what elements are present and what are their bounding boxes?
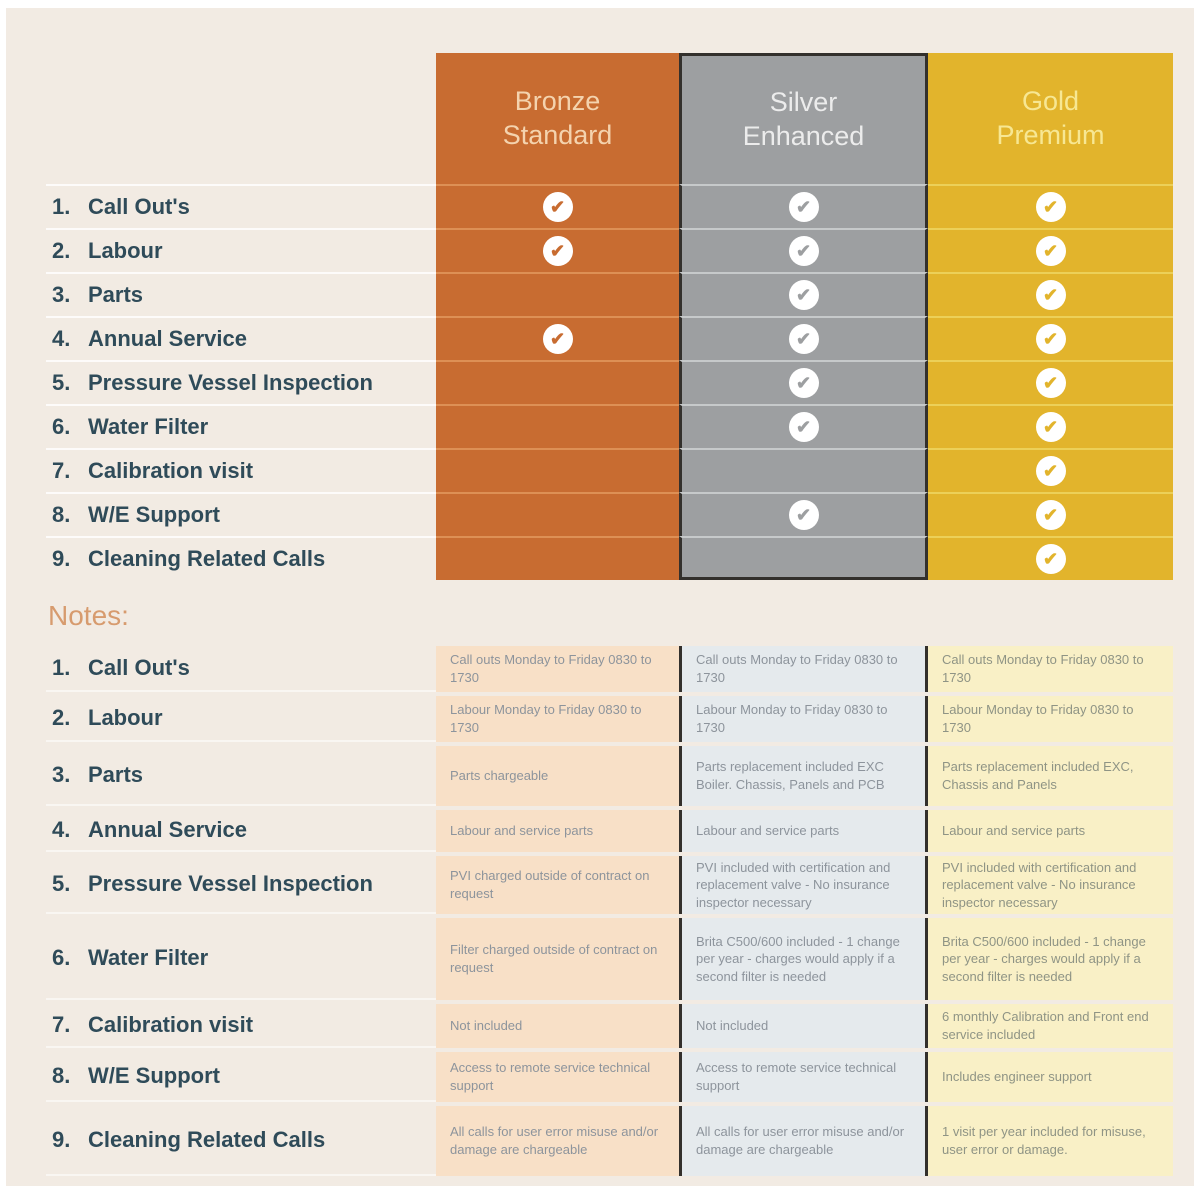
- plan-header-silver: [679, 53, 928, 184]
- feature-text: Annual Service: [88, 326, 247, 351]
- cell-silver-annual-service: [679, 316, 928, 360]
- note-label-pvi: [46, 856, 436, 914]
- plan-header-bronze: [436, 53, 679, 184]
- feature-text: Labour: [88, 705, 163, 730]
- note-gold-annual-service: Labour and service parts: [928, 810, 1173, 852]
- feature-number: 7.: [52, 458, 71, 483]
- feature-number: 1.: [52, 655, 71, 680]
- note-silver-annual-service: Labour and service parts: [679, 810, 928, 852]
- note-label-calibration: [46, 1004, 436, 1048]
- cell-silver-cleaning-calls: [679, 536, 928, 580]
- feature-text: Parts: [88, 282, 144, 307]
- check-icon: ✔: [543, 324, 573, 354]
- feature-number: 5.: [52, 871, 71, 896]
- feature-text: Call Out's: [88, 194, 190, 219]
- feature-text: Calibration visit: [88, 458, 254, 483]
- cell-silver-parts: [679, 272, 928, 316]
- cell-silver-pvi: [679, 360, 928, 404]
- note-gold-calibration: 6 monthly Calibration and Front end service included: [928, 1004, 1173, 1048]
- check-icon: ✔: [1036, 324, 1066, 354]
- note-silver-we-support: Access to remote service technical support: [679, 1052, 928, 1102]
- note-bronze-labour: Labour Monday to Friday 0830 to 1730: [436, 696, 679, 742]
- feature-text: Water Filter: [88, 414, 209, 439]
- check-icon: ✔: [789, 324, 819, 354]
- check-icon: ✔: [1036, 500, 1066, 530]
- feature-label-water-filter: [46, 404, 436, 448]
- note-silver-parts: Parts replacement included EXC Boiler. Chassis, Panels and PCB: [679, 746, 928, 806]
- cell-bronze-annual-service: [436, 316, 679, 360]
- feature-label-labour: [46, 228, 436, 272]
- feature-number: 5.: [52, 370, 71, 395]
- cell-bronze-cleaning-calls: [436, 536, 679, 580]
- header-spacer: [46, 53, 436, 184]
- note-label-call-outs: [46, 646, 436, 692]
- check-icon: ✔: [789, 236, 819, 266]
- feature-number: 6.: [52, 945, 71, 970]
- note-silver-pvi: PVI included with certification and replacement valve - No insurance inspector necessary: [679, 856, 928, 914]
- cell-gold-calibration: [928, 448, 1173, 492]
- note-bronze-call-outs: Call outs Monday to Friday 0830 to 1730: [436, 646, 679, 692]
- feature-number: 6.: [52, 414, 71, 439]
- feature-label-call-outs: [46, 184, 436, 228]
- plan-name-silver: Silver Enhanced: [742, 87, 865, 151]
- comparison-table: [46, 53, 1173, 580]
- cell-gold-pvi: [928, 360, 1173, 404]
- feature-number: 9.: [52, 1127, 71, 1152]
- check-icon: ✔: [1036, 280, 1066, 310]
- cell-silver-water-filter: [679, 404, 928, 448]
- notes-title: Notes:: [48, 600, 129, 631]
- cell-gold-parts: [928, 272, 1173, 316]
- note-label-cleaning-calls: [46, 1106, 436, 1176]
- feature-text: Annual Service: [88, 817, 247, 842]
- check-icon: ✔: [1036, 192, 1066, 222]
- note-gold-labour: Labour Monday to Friday 0830 to 1730: [928, 696, 1173, 742]
- note-label-parts: [46, 746, 436, 806]
- feature-text: Water Filter: [88, 945, 209, 970]
- check-icon: ✔: [543, 236, 573, 266]
- cell-gold-we-support: [928, 492, 1173, 536]
- note-gold-we-support: Includes engineer support: [928, 1052, 1173, 1102]
- note-bronze-we-support: Access to remote service technical support: [436, 1052, 679, 1102]
- feature-text: Parts: [88, 762, 144, 787]
- notes-table: [46, 646, 1173, 1176]
- check-icon: ✔: [789, 192, 819, 222]
- check-icon: ✔: [789, 412, 819, 442]
- note-gold-parts: Parts replacement included EXC, Chassis and Panels: [928, 746, 1173, 806]
- feature-number: 2.: [52, 705, 71, 730]
- feature-label-parts: [46, 272, 436, 316]
- feature-number: 4.: [52, 326, 71, 351]
- note-bronze-pvi: PVI charged outside of contract on request: [436, 856, 679, 914]
- check-icon: ✔: [789, 500, 819, 530]
- feature-text: Labour: [88, 238, 163, 263]
- note-silver-calibration: Not included: [679, 1004, 928, 1048]
- cell-bronze-pvi: [436, 360, 679, 404]
- note-silver-cleaning-calls: All calls for user error misuse and/or damage are chargeable: [679, 1106, 928, 1176]
- cell-silver-call-outs: [679, 184, 928, 228]
- feature-text: Cleaning Related Calls: [88, 1127, 326, 1152]
- note-label-labour: [46, 696, 436, 742]
- check-icon: ✔: [1036, 236, 1066, 266]
- note-label-annual-service: [46, 810, 436, 852]
- cell-silver-we-support: [679, 492, 928, 536]
- check-icon: ✔: [1036, 368, 1066, 398]
- feature-text: W/E Support: [88, 502, 220, 527]
- note-bronze-calibration: Not included: [436, 1004, 679, 1048]
- check-icon: ✔: [1036, 456, 1066, 486]
- cell-bronze-water-filter: [436, 404, 679, 448]
- plan-name-gold: Gold Premium: [996, 85, 1105, 150]
- feature-text: Call Out's: [88, 655, 190, 680]
- feature-label-pvi: [46, 360, 436, 404]
- cell-gold-annual-service: [928, 316, 1173, 360]
- note-bronze-annual-service: Labour and service parts: [436, 810, 679, 852]
- cell-bronze-parts: [436, 272, 679, 316]
- note-gold-pvi: PVI included with certification and replacement valve - No insurance inspector necessary: [928, 856, 1173, 914]
- cell-bronze-calibration: [436, 448, 679, 492]
- note-bronze-parts: Parts chargeable: [436, 746, 679, 806]
- feature-number: 3.: [52, 282, 71, 307]
- plan-name-bronze: Bronze Standard: [502, 85, 613, 150]
- feature-number: 9.: [52, 546, 71, 571]
- feature-text: Calibration visit: [88, 1012, 254, 1037]
- cell-bronze-we-support: [436, 492, 679, 536]
- feature-number: 1.: [52, 194, 71, 219]
- note-label-we-support: [46, 1052, 436, 1102]
- note-bronze-water-filter: Filter charged outside of contract on request: [436, 918, 679, 1000]
- note-bronze-cleaning-calls: All calls for user error misuse and/or damage are chargeable: [436, 1106, 679, 1176]
- cell-bronze-labour: [436, 228, 679, 272]
- feature-number: 3.: [52, 762, 71, 787]
- check-icon: ✔: [789, 368, 819, 398]
- cell-silver-labour: [679, 228, 928, 272]
- feature-number: 7.: [52, 1012, 71, 1037]
- note-gold-cleaning-calls: 1 visit per year included for misuse, user error or damage.: [928, 1106, 1173, 1176]
- cell-silver-calibration: [679, 448, 928, 492]
- note-gold-call-outs: Call outs Monday to Friday 0830 to 1730: [928, 646, 1173, 692]
- cell-gold-call-outs: [928, 184, 1173, 228]
- feature-text: W/E Support: [88, 1063, 220, 1088]
- check-icon: ✔: [1036, 412, 1066, 442]
- note-label-water-filter: [46, 918, 436, 1000]
- feature-label-cleaning-calls: [46, 536, 436, 580]
- page-background: [6, 8, 1194, 1186]
- cell-gold-water-filter: [928, 404, 1173, 448]
- feature-text: Cleaning Related Calls: [88, 546, 326, 571]
- feature-number: 2.: [52, 238, 71, 263]
- cell-bronze-call-outs: [436, 184, 679, 228]
- note-silver-labour: Labour Monday to Friday 0830 to 1730: [679, 696, 928, 742]
- cell-gold-cleaning-calls: [928, 536, 1173, 580]
- feature-label-calibration: [46, 448, 436, 492]
- feature-text: Pressure Vessel Inspection: [88, 370, 373, 395]
- feature-number: 8.: [52, 502, 71, 527]
- note-silver-call-outs: Call outs Monday to Friday 0830 to 1730: [679, 646, 928, 692]
- plan-header-gold: [928, 53, 1173, 184]
- feature-label-annual-service: [46, 316, 436, 360]
- cell-gold-labour: [928, 228, 1173, 272]
- check-icon: ✔: [543, 192, 573, 222]
- check-icon: ✔: [789, 280, 819, 310]
- note-silver-water-filter: Brita C500/600 included - 1 change per year - charges would apply if a second filter is needed: [679, 918, 928, 1000]
- feature-label-we-support: [46, 492, 436, 536]
- feature-number: 8.: [52, 1063, 71, 1088]
- check-icon: ✔: [1036, 544, 1066, 574]
- feature-text: Pressure Vessel Inspection: [88, 871, 373, 896]
- feature-number: 4.: [52, 817, 71, 842]
- note-gold-water-filter: Brita C500/600 included - 1 change per year - charges would apply if a second filter is needed: [928, 918, 1173, 1000]
